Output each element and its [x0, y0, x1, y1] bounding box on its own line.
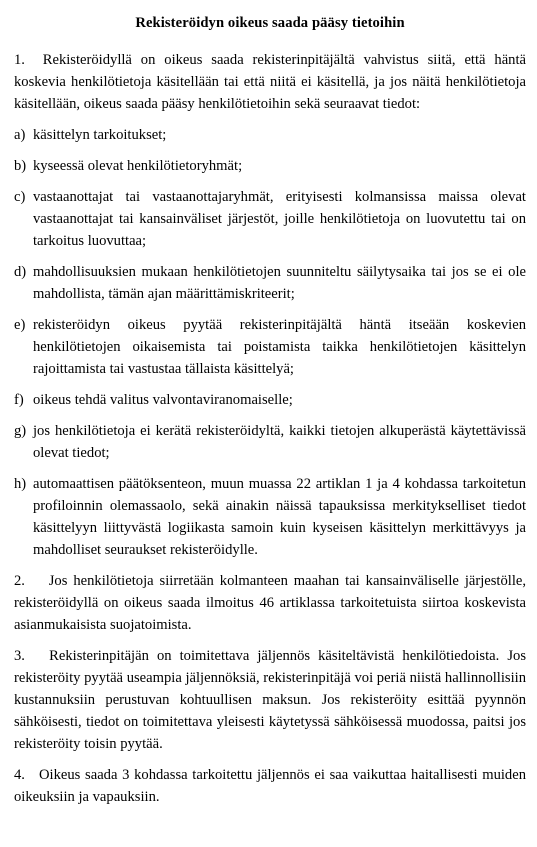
paragraph-2-text: Jos henkilötietoja siirretään kolmanteen maahan tai kansainväliselle järjestölle, rekisteröidyllä on oikeus saada ilmoitus 46 artiklassa tarkoitetuista siirtoa koskevista asianmukaisista suojatoimista.: [14, 573, 527, 633]
list-item-c: [14, 186, 526, 252]
list-item-f-label: f): [14, 392, 24, 408]
paragraph-3: [14, 645, 526, 755]
list-item-e-label: e): [14, 317, 26, 333]
list-item-g: [14, 420, 526, 464]
list-item-h: [14, 473, 526, 561]
list-item-c-label: c): [14, 189, 26, 205]
paragraph-4: [14, 764, 526, 808]
paragraph-2: [14, 570, 526, 636]
list-item-e-text: rekisteröidyn oikeus pyytää rekisterinpitäjältä häntä itseään koskevien henkilötietojen oikaisemista tai poistamista taikka henkilötietojen käsittelyn rajoittamista tai vastustaa tällaista käsittelyä;: [33, 317, 526, 377]
list-item-d: [14, 261, 526, 305]
list-item-g-text: jos henkilötietoja ei kerätä rekisteröidyltä, kaikki tietojen alkuperästä käytettävissä olevat tiedot;: [33, 423, 526, 461]
list-item-e: [14, 314, 526, 380]
list-item-a: [14, 124, 526, 146]
paragraph-3-number: 3.: [14, 648, 25, 664]
paragraph-1-number: 1.: [14, 52, 25, 68]
document-page: [14, 13, 526, 817]
list-item-b: [14, 155, 526, 177]
list-item-b-text: kyseessä olevat henkilötietoryhmät;: [33, 158, 243, 174]
list-item-d-label: d): [14, 264, 27, 280]
document-title: Rekisteröidyn oikeus saada pääsy tietoihin: [135, 15, 405, 31]
list-item-h-label: h): [14, 476, 27, 492]
paragraph-1: [14, 49, 526, 115]
list-item-b-label: b): [14, 158, 27, 174]
list-item-f: [14, 389, 526, 411]
list-item-c-text: vastaanottajat tai vastaanottajaryhmät, erityisesti kolmansissa maissa olevat vastaanottajat tai kansainväliset järjestöt, joille henkilötietoja on luovutettu tai on tarkoitus luovuttaa;: [33, 189, 526, 249]
paragraph-1-text: Rekisteröidyllä on oikeus saada rekisterinpitäjältä vahvistus siitä, että häntä koskevia henkilötietoja käsitellään tai että niitä ei käsitellä, ja jos näitä henkilötietoja käsitellään, oikeus saada pääsy henkilötietoihin sekä seuraavat tiedot:: [14, 52, 526, 112]
paragraph-3-text: Rekisterinpitäjän on toimitettava jäljennös käsiteltävistä henkilötiedoista. Jos rekisteröity pyytää useampia jäljennöksiä, rekisterinpitäjä voi periä niistä hallinnollisiin kustannuksiin perustuvan kohtuullisen maksun. Jos rekisteröity esittää pyynnön sähköisesti, tiedot on toimitettava yleisesti käytetyssä sähköisessä muodossa, paitsi jos rekisteröity toisin pyytää.: [14, 648, 526, 752]
paragraph-4-text: Oikeus saada 3 kohdassa tarkoitettu jäljennös ei saa vaikuttaa haitallisesti muiden oikeuksiin ja vapauksiin.: [14, 767, 526, 805]
list-item-d-text: mahdollisuuksien mukaan henkilötietojen suunniteltu säilytysaika tai jos se ei ole mahdollista, tämän ajan määrittämiskriteerit;: [33, 264, 526, 302]
paragraph-2-number: 2.: [14, 573, 25, 589]
paragraph-4-number: 4.: [14, 767, 25, 783]
list-item-f-text: oikeus tehdä valitus valvontaviranomaiselle;: [33, 392, 293, 408]
list-item-g-label: g): [14, 423, 27, 439]
list-item-a-text: käsittelyn tarkoitukset;: [33, 127, 167, 143]
list-item-a-label: a): [14, 127, 26, 143]
list-item-h-text: automaattisen päätöksenteon, muun muassa 22 artiklan 1 ja 4 kohdassa tarkoitetun profiloinnin olemassaolo, sekä ainakin näissä tapauksissa merkitykselliset tiedot käsittelyyn liittyvästä logiikasta samoin kuin kyseisen käsittelyn merkittävyys ja mahdolliset seuraukset rekisteröidylle.: [33, 476, 526, 558]
